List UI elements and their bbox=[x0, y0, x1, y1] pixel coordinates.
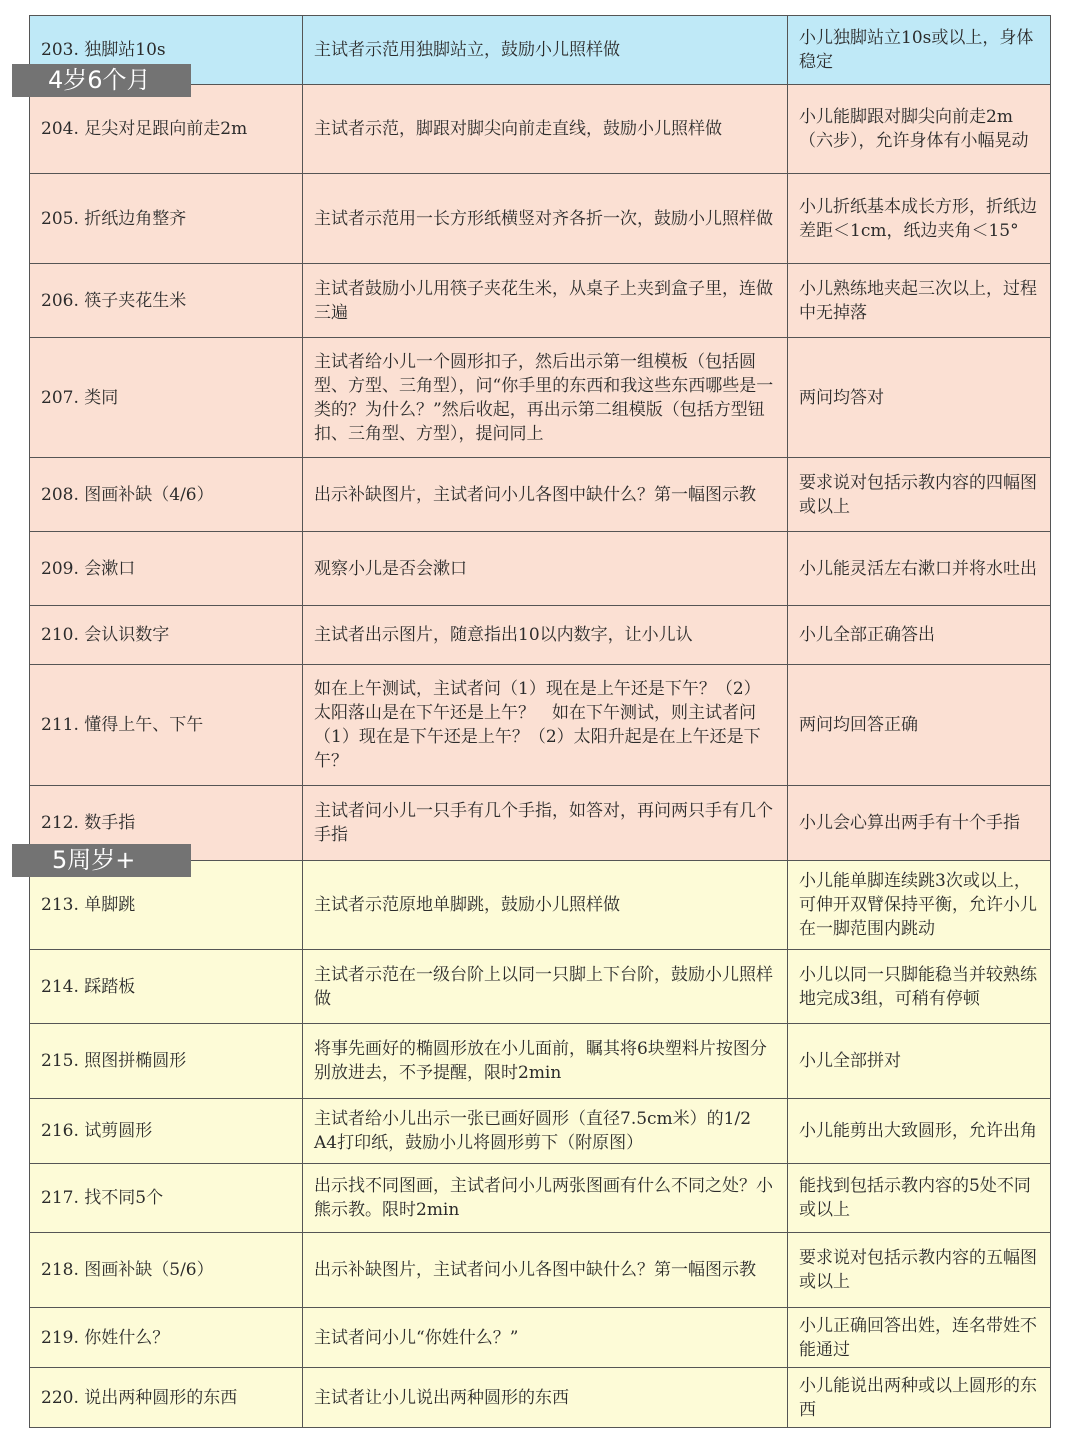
criteria-cell: 要求说对包括示教内容的五幅图或以上 bbox=[788, 1233, 1051, 1308]
criteria-cell: 小儿以同一只脚能稳当并较熟练地完成3组，可稍有停顿 bbox=[788, 950, 1051, 1024]
item-cell: 207. 类同 bbox=[30, 338, 303, 458]
criteria-cell: 小儿会心算出两手有十个手指 bbox=[788, 786, 1051, 861]
method-cell: 主试者示范原地单脚跳，鼓励小儿照样做 bbox=[303, 861, 788, 950]
table-row bbox=[30, 606, 1051, 665]
table-row bbox=[30, 1099, 1051, 1164]
item-cell: 214. 踩踏板 bbox=[30, 950, 303, 1024]
method-cell: 主试者问小儿“你姓什么？” bbox=[303, 1308, 788, 1368]
criteria-cell: 要求说对包括示教内容的四幅图或以上 bbox=[788, 458, 1051, 532]
method-cell: 主试者给小儿出示一张已画好圆形（直径7.5cm米）的1/2 A4打印纸，鼓励小儿将圆形剪下（附原图） bbox=[303, 1099, 788, 1164]
table-row bbox=[30, 174, 1051, 264]
item-cell: 213. 单脚跳 bbox=[30, 861, 303, 950]
criteria-cell: 小儿全部拼对 bbox=[788, 1024, 1051, 1099]
method-cell: 如在上午测试，主试者问（1）现在是上午还是下午？（2）太阳落山是在下午还是上午？ 如在下午测试，则主试者问（1）现在是下午还是上午？（2）太阳升起是在上午还是下午？ bbox=[303, 665, 788, 786]
table-row bbox=[30, 1368, 1051, 1428]
method-cell: 主试者给小儿一个圆形扣子，然后出示第一组模板（包括圆型、方型、三角型），问“你手里的东西和我这些东西哪些是一类的？为什么？”然后收起，再出示第二组模版（包括方型钮扣、三角型、方型），提问同上 bbox=[303, 338, 788, 458]
table-row bbox=[30, 665, 1051, 786]
section-tag-5y: 5周岁+ bbox=[12, 844, 191, 877]
method-cell: 主试者示范，脚跟对脚尖向前走直线，鼓励小儿照样做 bbox=[303, 85, 788, 174]
method-cell: 主试者出示图片，随意指出10以内数字，让小儿认 bbox=[303, 606, 788, 665]
item-cell: 219. 你姓什么？ bbox=[30, 1308, 303, 1368]
item-cell: 205. 折纸边角整齐 bbox=[30, 174, 303, 264]
item-cell: 209. 会漱口 bbox=[30, 532, 303, 606]
assessment-table bbox=[29, 15, 1051, 1428]
criteria-cell: 小儿能剪出大致圆形，允许出角 bbox=[788, 1099, 1051, 1164]
criteria-cell: 小儿独脚站立10s或以上，身体稳定 bbox=[788, 16, 1051, 85]
item-cell: 216. 试剪圆形 bbox=[30, 1099, 303, 1164]
item-cell: 218. 图画补缺（5/6） bbox=[30, 1233, 303, 1308]
item-cell: 215. 照图拼椭圆形 bbox=[30, 1024, 303, 1099]
item-cell: 220. 说出两种圆形的东西 bbox=[30, 1368, 303, 1428]
item-cell: 217. 找不同5个 bbox=[30, 1164, 303, 1233]
criteria-cell: 两问均回答正确 bbox=[788, 665, 1051, 786]
table-row bbox=[30, 532, 1051, 606]
method-cell: 主试者示范用一长方形纸横竖对齐各折一次，鼓励小儿照样做 bbox=[303, 174, 788, 264]
criteria-cell: 小儿正确回答出姓，连名带姓不能通过 bbox=[788, 1308, 1051, 1368]
table-row bbox=[30, 458, 1051, 532]
criteria-cell: 小儿能单脚连续跳3次或以上，可伸开双臂保持平衡，允许小儿在一脚范围内跳动 bbox=[788, 861, 1051, 950]
item-cell: 203. 独脚站10s bbox=[30, 16, 303, 85]
criteria-cell: 小儿能说出两种或以上圆形的东西 bbox=[788, 1368, 1051, 1428]
item-cell: 211. 懂得上午、下午 bbox=[30, 665, 303, 786]
item-cell: 210. 会认识数字 bbox=[30, 606, 303, 665]
item-cell: 208. 图画补缺（4/6） bbox=[30, 458, 303, 532]
table-row bbox=[30, 85, 1051, 174]
method-cell: 观察小儿是否会漱口 bbox=[303, 532, 788, 606]
criteria-cell: 小儿能灵活左右漱口并将水吐出 bbox=[788, 532, 1051, 606]
method-cell: 将事先画好的椭圆形放在小儿面前，瞩其将6块塑料片按图分别放进去，不予提醒，限时2min bbox=[303, 1024, 788, 1099]
method-cell: 出示补缺图片，主试者问小儿各图中缺什么？第一幅图示教 bbox=[303, 1233, 788, 1308]
table-row bbox=[30, 1164, 1051, 1233]
item-cell: 212. 数手指 bbox=[30, 786, 303, 861]
criteria-cell: 小儿熟练地夹起三次以上，过程中无掉落 bbox=[788, 264, 1051, 338]
table-row bbox=[30, 1308, 1051, 1368]
method-cell: 出示找不同图画，主试者问小儿两张图画有什么不同之处？小熊示教。限时2min bbox=[303, 1164, 788, 1233]
criteria-cell: 能找到包括示教内容的5处不同或以上 bbox=[788, 1164, 1051, 1233]
table-row bbox=[30, 264, 1051, 338]
table-row bbox=[30, 950, 1051, 1024]
item-cell: 204. 足尖对足跟向前走2m bbox=[30, 85, 303, 174]
method-cell: 主试者让小儿说出两种圆形的东西 bbox=[303, 1368, 788, 1428]
section-tag-4y6m: 4岁6个月 bbox=[12, 64, 191, 97]
method-cell: 主试者问小儿一只手有几个手指，如答对，再问两只手有几个手指 bbox=[303, 786, 788, 861]
method-cell: 主试者示范用独脚站立，鼓励小儿照样做 bbox=[303, 16, 788, 85]
method-cell: 主试者示范在一级台阶上以同一只脚上下台阶，鼓励小儿照样做 bbox=[303, 950, 788, 1024]
table-row bbox=[30, 1024, 1051, 1099]
table-row bbox=[30, 1233, 1051, 1308]
method-cell: 出示补缺图片，主试者问小儿各图中缺什么？第一幅图示教 bbox=[303, 458, 788, 532]
item-cell: 206. 筷子夹花生米 bbox=[30, 264, 303, 338]
criteria-cell: 小儿全部正确答出 bbox=[788, 606, 1051, 665]
criteria-cell: 两问均答对 bbox=[788, 338, 1051, 458]
criteria-cell: 小儿能脚跟对脚尖向前走2m（六步），允许身体有小幅晃动 bbox=[788, 85, 1051, 174]
method-cell: 主试者鼓励小儿用筷子夹花生米，从桌子上夹到盒子里，连做三遍 bbox=[303, 264, 788, 338]
table-row bbox=[30, 338, 1051, 458]
criteria-cell: 小儿折纸基本成长方形，折纸边差距＜1cm，纸边夹角＜15° bbox=[788, 174, 1051, 264]
